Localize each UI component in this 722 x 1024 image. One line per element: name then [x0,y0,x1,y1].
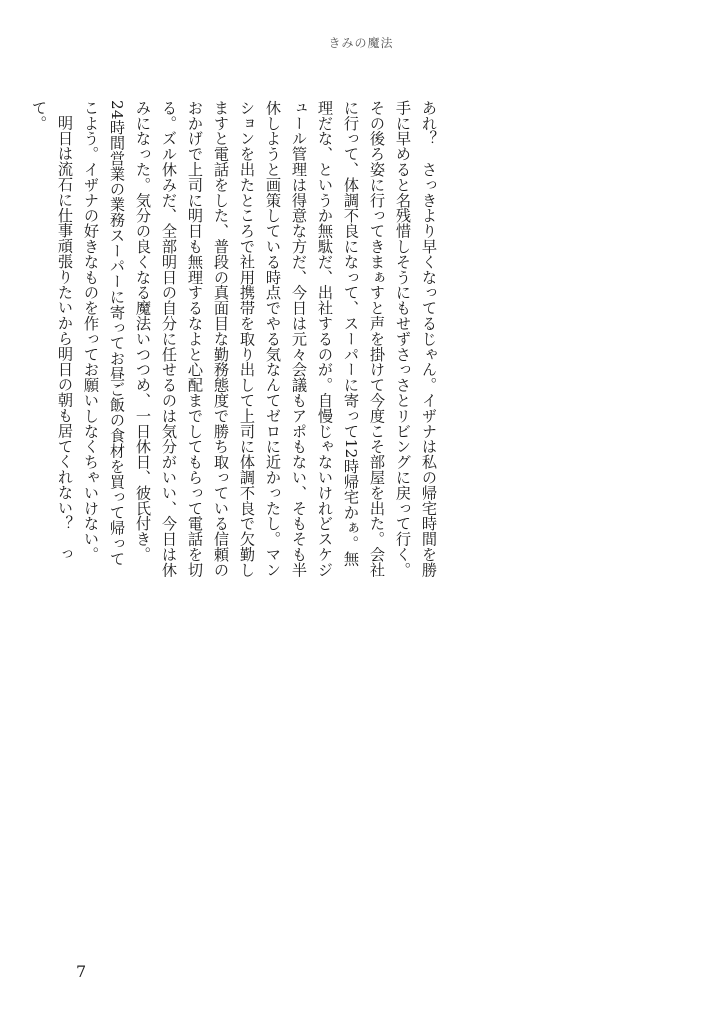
paragraph-2: 明日は流石に仕事頑張りたいから明日の朝も居てくれない？ って。 [30,100,74,562]
running-header-title: きみの魔法 [328,36,394,50]
vertical-text-body [30,100,442,580]
page-number: 7 [76,962,87,981]
paragraph-1: あれ？ さっきより早くなってるじゃん。イザナは私の帰宅時間を勝手に早めると名残惜しそうにもせずさっさとリビングに戻って行く。その後ろ姿に行ってきまぁすと声を掛けて今度こそ部屋を出た。会社に行って、体調不良になって、スーパーに寄って12時帰宅かぁ。無理だな、というか無駄だ、出社するのが。自慢じゃないけれどスケジュール管理は得意な方だ、今日は元々会議もアポもない、そもそも半休しようと画策している時点でやる気なんてゼロに近かったし。マンションを出たところで社用携帯を取り出して上司に体調不良で欠勤しますと電話をした、普段の真面目な勤務態度で勝ち取っている信頼のおかげで上司に明日も無理するなよと心配までしてもらって電話を切る。ズル休みだ、全部明日の自分に任せるのは気分がいい、今日は休みになった。気分の良くなる魔法いつつめ、一日休日、彼氏付き。24時間営業の業務スーパーに寄ってお昼ご飯の食材を買って帰ってこよう。イザナの好きなものを作ってお願いしなくちゃいけない。 [82,100,438,578]
